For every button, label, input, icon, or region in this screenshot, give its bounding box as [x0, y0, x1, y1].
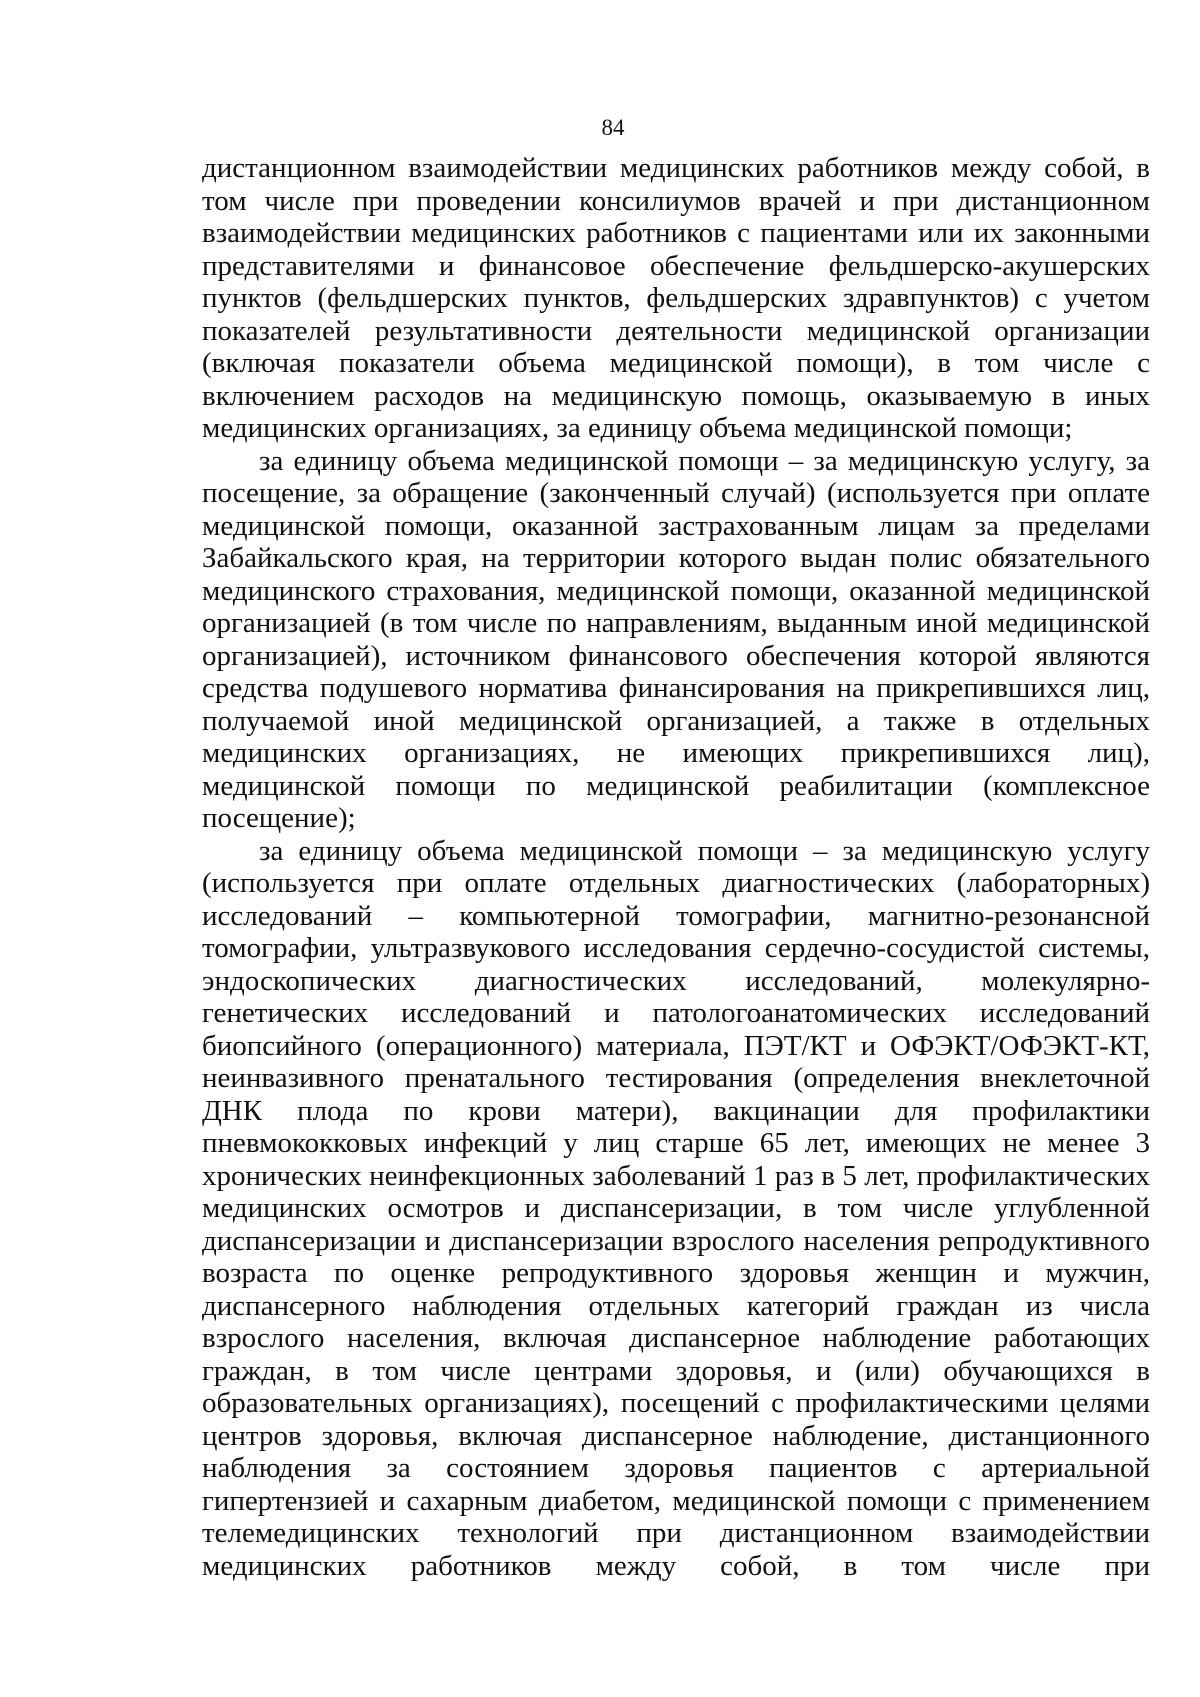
page-number: 84: [601, 115, 625, 140]
paragraph-continuation: дистанционном взаимодействии медицинских работников между собой, в том числе при проведении консилиумов врачей и при дистанционном взаимодействии медицинских работников с пациентами или их законными представителями и финансовое обеспечение фельдшерско-акушерских пунктов (фельдшерских пунктов, фельдшерских здравпунктов) с учетом показателей результативности деятельности медицинской организации (включая показатели объема медицинской помощи), в том числе с включением расходов на медицинскую помощь, оказываемую в иных медицинских организациях, за единицу объема медицинской помощи;: [202, 152, 1150, 444]
paragraph-service-unit: за единицу объема медицинской помощи – за медицинскую услугу, за посещение, за обращение (законченный случай) (используется при оплате медицинской помощи, оказанной застрахованным лицам за пределами Забайкальского края, на территории которого выдан полис обязательного медицинского страхования, медицинской помощи, оказанной медицинской организацией (в том числе по направлениям, выданным иной медицинской организацией), источником финансового обеспечения которой являются средства подушевого норматива финансирования на прикрепившихся лиц, получаемой иной медицинской организацией, а также в отдельных медицинских организациях, не имеющих прикрепившихся лиц), медицинской помощи по медицинской реабилитации (комплексное посещение);: [202, 444, 1150, 834]
document-body: [202, 152, 1150, 1582]
paragraph-diagnostic-services: за единицу объема медицинской помощи – за медицинскую услугу (используется при оплате отдельных диагностических (лабораторных) исследований – компьютерной томографии, магнитно-резонансной томографии, ультразвукового исследования сердечно-сосудистой системы, эндоскопических диагностических исследований, молекулярно-генетических исследований и патологоанатомических исследований биопсийного (операционного) материала, ПЭТ/КТ и ОФЭКТ/ОФЭКТ-КТ, неинвазивного пренатального тестирования (определения внеклеточной ДНК плода по крови матери), вакцинации для профилактики пневмококковых инфекций у лиц старше 65 лет, имеющих не менее 3 хронических неинфекционных заболеваний 1 раз в 5 лет, профилактических медицинских осмотров и диспансеризации, в том числе углубленной диспансеризации и диспансеризации взрослого населения репродуктивного возраста по оценке репродуктивного здоровья женщин и мужчин, диспансерного наблюдения отдельных категорий граждан из числа взрослого населения, включая диспансерное наблюдение работающих граждан, в том числе центрами здоровья, и (или) обучающихся в образовательных организациях), посещений с профилактическими целями центров здоровья, включая диспансерное наблюдение, дистанционного наблюдения за состоянием здоровья пациентов с артериальной гипертензией и сахарным диабетом, медицинской помощи с применением телемедицинских технологий при дистанционном взаимодействии медицинских работников между собой, в том числе при: [202, 834, 1150, 1582]
